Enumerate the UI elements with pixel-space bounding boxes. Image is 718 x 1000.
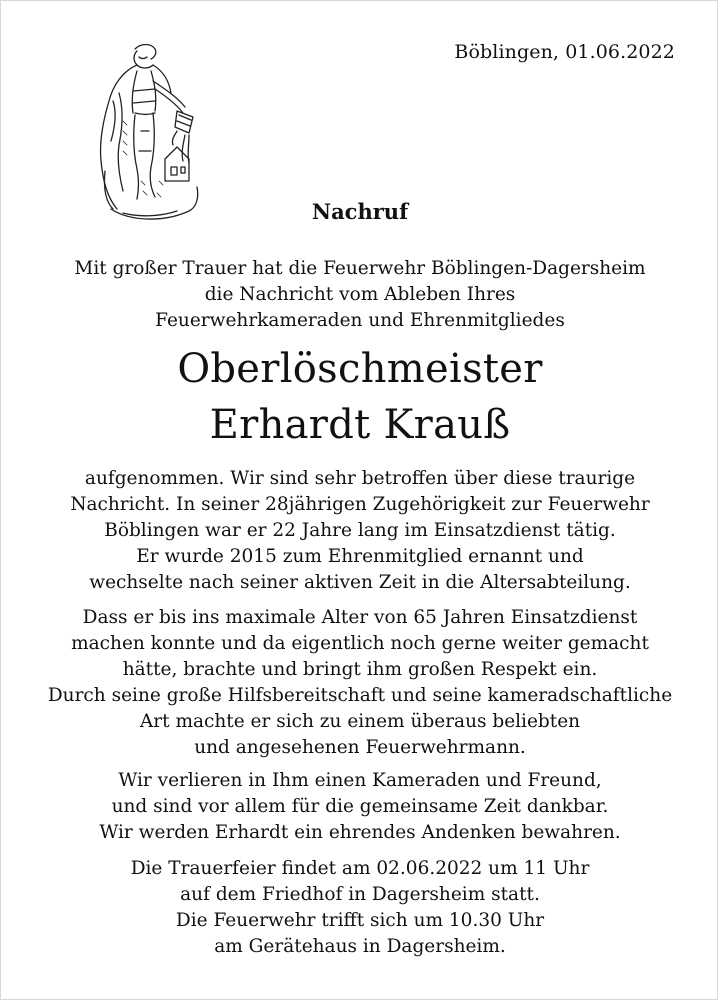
text-line: Dass er bis ins maximale Alter von 65 Jahren Einsatzdienst bbox=[82, 607, 638, 628]
text-line: und angesehenen Feuerwehrmann. bbox=[194, 737, 526, 758]
text-line: und sind vor allem für die gemeinsame Zeit dankbar. bbox=[111, 796, 609, 817]
text-line: auf dem Friedhof in Dagersheim statt. bbox=[180, 884, 540, 905]
text-line: Nachricht. In seiner 28jährigen Zugehörigkeit zur Feuerwehr bbox=[70, 494, 650, 515]
deceased-name-block bbox=[1, 341, 718, 453]
text-line: Die Trauerfeier findet am 02.06.2022 um 11 Uhr bbox=[130, 858, 590, 879]
deceased-rank: Oberlöschmeister bbox=[177, 346, 543, 392]
text-line: machen konnte und da eigentlich noch gerne weiter gemacht bbox=[71, 633, 649, 654]
text-line: Art machte er sich zu einem überaus beliebten bbox=[139, 711, 581, 732]
intro-line: die Nachricht vom Ableben Ihres bbox=[204, 284, 516, 305]
text-line: aufgenommen. Wir sind sehr betroffen über diese traurige bbox=[84, 468, 636, 489]
text-line: hätte, brachte und bringt ihm großen Respekt ein. bbox=[122, 659, 598, 680]
text-line: Wir verlieren in Ihm einen Kameraden und Freund, bbox=[118, 770, 602, 791]
obituary-heading: Nachruf bbox=[311, 199, 409, 224]
text-line: wechselte nach seiner aktiven Zeit in die Altersabteilung. bbox=[89, 572, 631, 593]
paragraph-farewell bbox=[1, 768, 718, 846]
text-line: Böblingen war er 22 Jahre lang im Einsatzdienst tätig. bbox=[104, 520, 616, 541]
place-and-date: Böblingen, 01.06.2022 bbox=[454, 41, 675, 63]
text-line: Durch seine große Hilfsbereitschaft und seine kameradschaftliche bbox=[47, 685, 673, 706]
text-line: Er wurde 2015 zum Ehrenmitglied ernannt und bbox=[136, 546, 584, 567]
intro-text bbox=[1, 256, 718, 334]
paragraph-funeral-details bbox=[1, 856, 718, 960]
intro-line: Feuerwehrkameraden und Ehrenmitgliedes bbox=[155, 310, 565, 331]
text-line: Die Feuerwehr trifft sich um 10.30 Uhr bbox=[175, 910, 545, 931]
text-line: am Gerätehaus in Dagersheim. bbox=[214, 936, 506, 957]
intro-line: Mit großer Trauer hat die Feuerwehr Böblingen-Dagersheim bbox=[74, 258, 646, 279]
deceased-name: Erhardt Krauß bbox=[209, 402, 511, 448]
paragraph-tribute bbox=[1, 605, 718, 761]
text-line: Wir werden Erhardt ein ehrendes Andenken bewahren. bbox=[99, 822, 621, 843]
paragraph-service bbox=[1, 466, 718, 596]
